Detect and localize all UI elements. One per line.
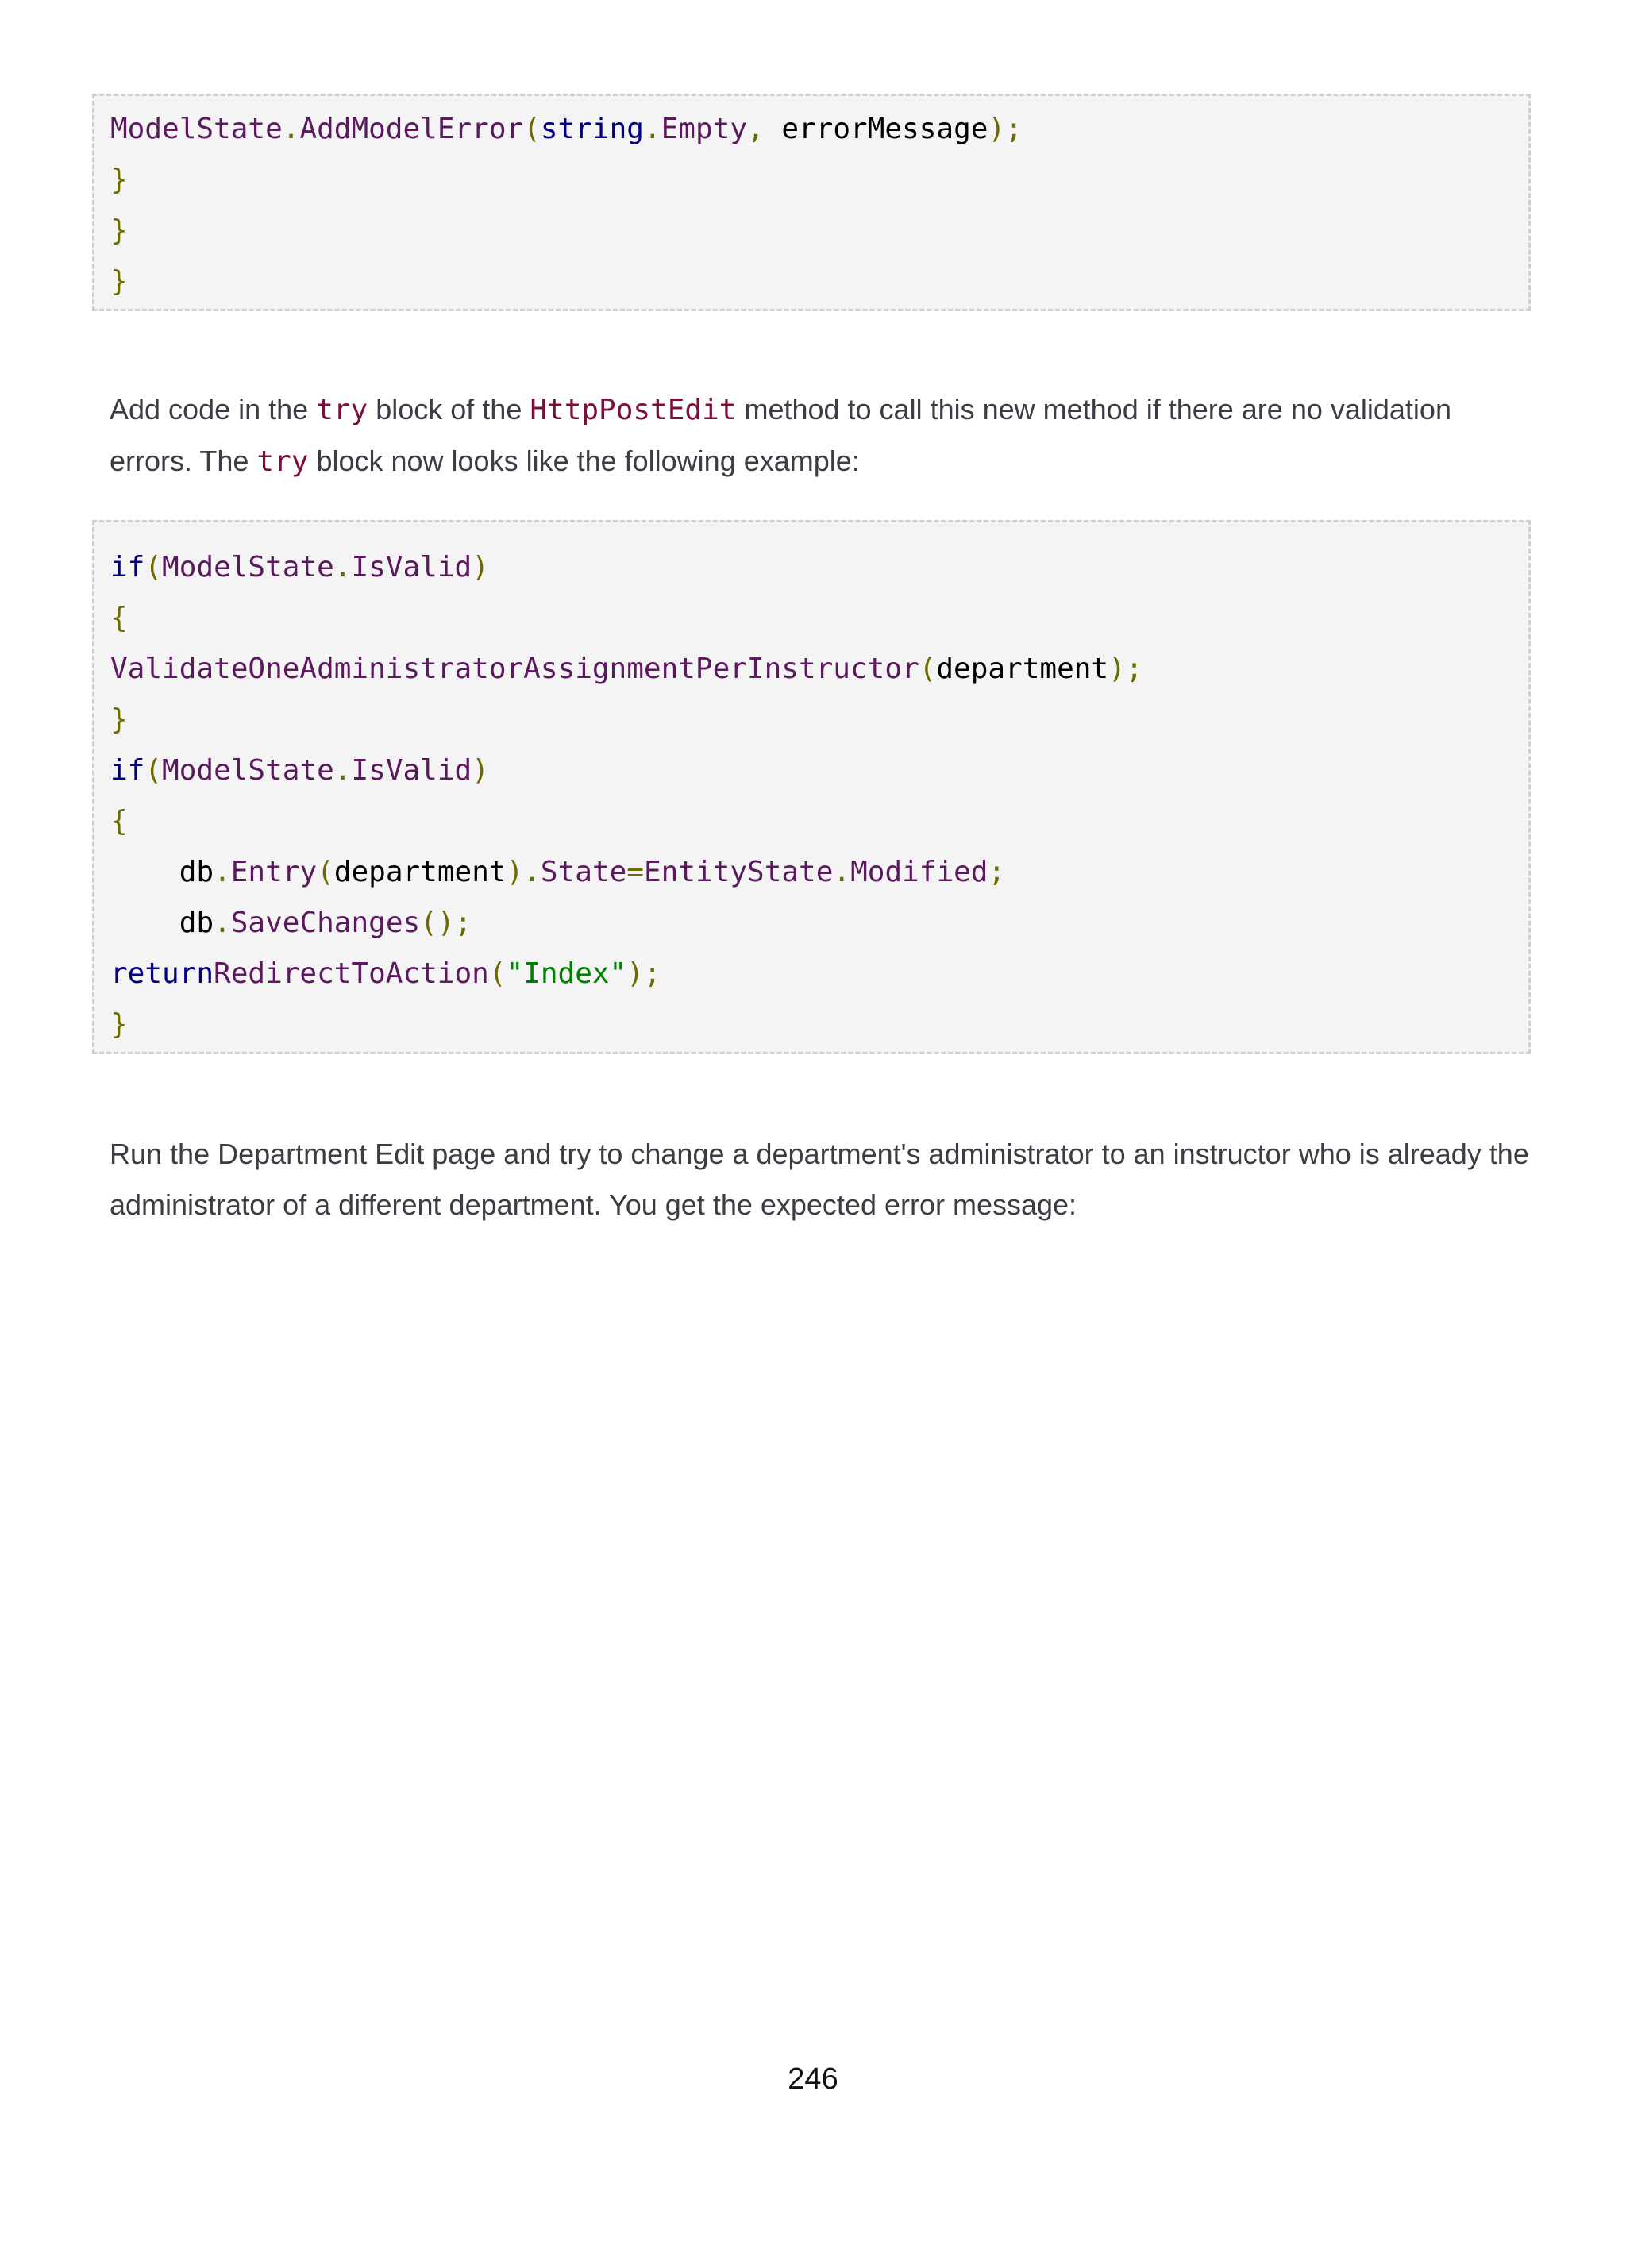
code-token: State — [540, 856, 627, 888]
code-line — [110, 104, 1512, 155]
code-token: Entry — [230, 856, 318, 888]
code-token: SaveChanges — [230, 907, 421, 939]
code-line — [110, 949, 1512, 999]
code-line — [110, 695, 1512, 745]
code-token: } — [110, 1008, 128, 1041]
code-token: AddModelError — [299, 113, 524, 145]
code-token: string — [540, 113, 644, 145]
code-token: . — [333, 754, 352, 787]
code-line — [110, 796, 1512, 847]
code-token: . — [214, 856, 231, 888]
paragraph-1-text-1: Add code in the — [110, 393, 317, 425]
code-token: . — [643, 113, 661, 145]
code-token: ModelState — [110, 113, 283, 145]
code-token: department — [936, 653, 1109, 685]
paragraph-2: Run the Department Edit page and try to change a department's administrator to an instructor who is already the administrator of a different department. You get the expected error message: — [110, 1138, 1529, 1221]
code-token: . — [833, 856, 851, 888]
code-token: ); — [1108, 653, 1143, 685]
paragraph-1 — [110, 384, 1531, 487]
code-token: RedirectToAction — [214, 957, 489, 990]
code-line — [110, 593, 1512, 644]
code-line — [110, 206, 1512, 256]
code-line — [110, 644, 1512, 695]
code-token: ) — [472, 551, 489, 583]
code-token: , — [747, 113, 782, 145]
code-token: { — [110, 805, 128, 838]
code-token: db — [179, 856, 214, 888]
paragraph-1-text-3: method to call this new method if there are no validation errors. The — [110, 393, 1451, 477]
code-token: if — [110, 754, 145, 787]
code-line — [110, 155, 1512, 206]
code-token — [110, 856, 179, 888]
page-number: 246 — [788, 2062, 838, 2096]
code-token: Empty — [661, 113, 747, 145]
code-token: } — [110, 214, 128, 247]
code-token: ). — [506, 856, 541, 888]
code-token: ( — [919, 653, 937, 685]
code-token: errorMessage — [781, 113, 988, 145]
code-line — [110, 999, 1512, 1050]
code-token: ); — [626, 957, 661, 990]
code-token — [110, 907, 179, 939]
code-token: } — [110, 265, 128, 298]
code-token: return — [110, 957, 214, 990]
code-token: ( — [144, 551, 163, 583]
code-token: = — [626, 856, 644, 888]
code-block-2 — [92, 520, 1531, 1054]
code-line — [110, 542, 1512, 593]
code-token: ( — [523, 113, 541, 145]
code-token: ( — [144, 754, 163, 787]
code-block-1 — [92, 94, 1531, 311]
inline-code-try-2: try — [256, 445, 309, 478]
code-line — [110, 898, 1512, 949]
code-line — [110, 256, 1512, 307]
code-token: { — [110, 602, 128, 634]
code-token: ( — [488, 957, 507, 990]
code-line — [110, 745, 1512, 796]
code-token: ModelState — [162, 754, 334, 787]
code-token: db — [179, 907, 214, 939]
paragraph-1-text-4: block now looks like the following example: — [308, 445, 860, 477]
code-token: ) — [472, 754, 489, 787]
code-token: if — [110, 551, 145, 583]
code-token: (); — [420, 907, 472, 939]
code-token: "Index" — [506, 957, 627, 990]
code-line — [110, 847, 1512, 898]
code-token: . — [214, 907, 231, 939]
code-token: } — [110, 164, 128, 196]
code-token: IsValid — [351, 551, 472, 583]
inline-code-try-1: try — [316, 394, 368, 426]
code-token: department — [333, 856, 507, 888]
code-token: ( — [317, 856, 334, 888]
code-token: . — [333, 551, 352, 583]
code-token: ValidateOneAdministratorAssignmentPerInstructor — [110, 653, 919, 685]
code-token: EntityState — [643, 856, 834, 888]
code-token: . — [282, 113, 300, 145]
code-token: ; — [988, 856, 1006, 888]
inline-code-httppostedit: HttpPostEdit — [530, 394, 737, 426]
code-token: Modified — [850, 856, 988, 888]
code-token: ); — [988, 113, 1023, 145]
paragraph-1-text-2: block of the — [368, 393, 530, 425]
code-token: ModelState — [162, 551, 334, 583]
code-token: } — [110, 703, 128, 736]
code-token: IsValid — [351, 754, 472, 787]
